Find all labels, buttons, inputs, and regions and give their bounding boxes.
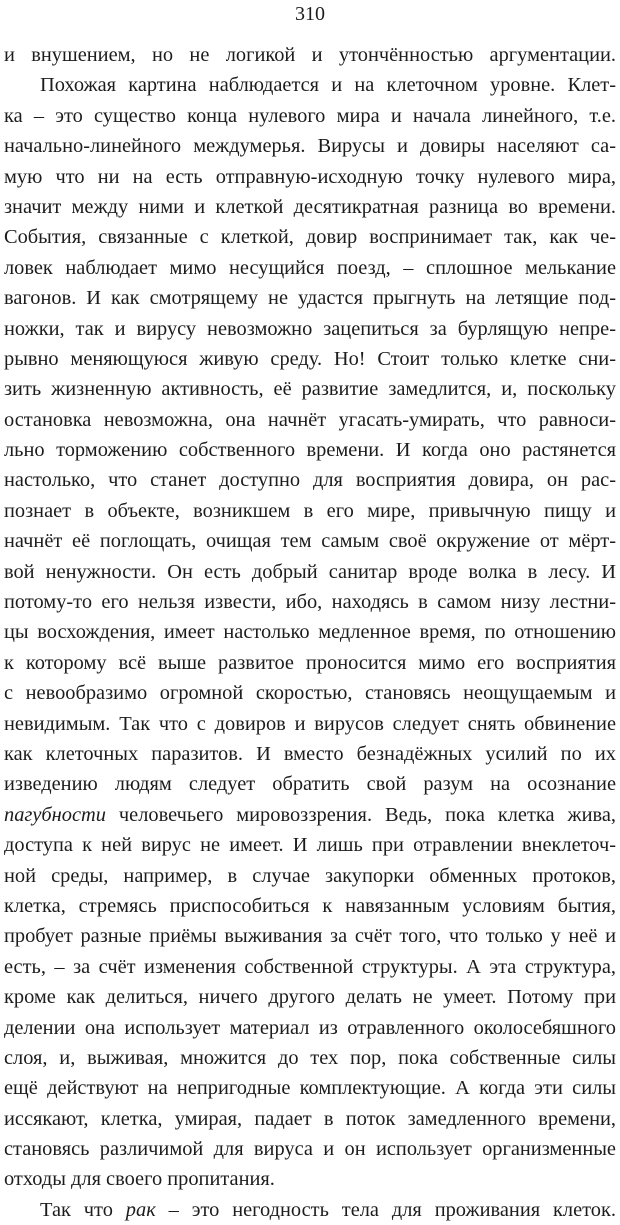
text-line: слоя, и, выживая, множится до тех пор, пока собственные силы — [4, 1046, 616, 1069]
text-line: ловек наблюдает мимо несущийся поезд, – сплошное мелькание — [4, 256, 616, 279]
text-line: пробует разные приёмы выживания за счёт того, что только у неё и — [4, 925, 616, 948]
text-line: начнёт её поглощать, очищая тем самым своё окружение от мёрт- — [4, 530, 616, 553]
emphasis-text: пагубности — [4, 803, 106, 826]
text-line: и внушением, но не логикой и утончённостью аргументации. — [4, 44, 616, 66]
text-run: Так что — [40, 1198, 126, 1221]
text-line: вагонов. И как смотрящему не удастся прыгнуть на летящие под- — [4, 287, 616, 310]
text-line: настолько, что станет доступно для восприятия довира, он рас- — [4, 469, 616, 492]
text-line: зить жизненную активность, её развитие замедлится, и, поскольку — [4, 378, 616, 401]
text-line: мую что ни на есть отправную-исходную точку нулевого мира, — [4, 165, 616, 188]
text-line: ещё действуют на непригодные комплектующие. А когда эти силы — [4, 1077, 616, 1100]
text-line: кроме как делиться, ничего другого делать не умеет. Потому при — [4, 986, 616, 1009]
body-text — [4, 40, 616, 1225]
text-line: вой ненужности. Он есть добрый санитар вроде волка в лесу. И — [4, 560, 616, 583]
text-line: становясь различимой для вируса и он использует организменные — [4, 1138, 616, 1161]
text-line: начально-линейного междумерья. Вирусы и довиры населяют са- — [4, 135, 616, 158]
text-line: цы восхождения, имеет настолько медленное время, по отношению — [4, 621, 616, 644]
text-line: остановка невозможна, она начнёт угасать-умирать, что равноси- — [4, 408, 616, 431]
text-run: – это негодность тела для проживания клеток. — [155, 1198, 616, 1221]
text-line: ка – это существо конца нулевого мира и начала линейного, т.е. — [4, 104, 616, 127]
text-line: потому-то его нельзя извести, ибо, находясь в самом низу лестни- — [4, 591, 616, 614]
page-number: 310 — [295, 3, 325, 25]
text-line: ной среды, например, в случае закупорки обменных протоков, — [4, 864, 616, 887]
text-line: ножки, так и вирусу невозможно зацепиться за бурлящую непре- — [4, 317, 616, 340]
text-line: как клеточных паразитов. И вместо безнадёжных усилий по их — [4, 742, 616, 765]
text-line: значит между ними и клеткой десятикратная разница во времени. — [4, 195, 616, 218]
text-line: делении она использует материал из отравленного околосебяшного — [4, 1016, 616, 1039]
text-line: События, связанные с клеткой, довир воспринимает так, как че- — [4, 226, 616, 249]
text-line: доступа к ней вирус не имеет. И лишь при отравлении внеклеточ- — [4, 834, 616, 857]
text-line: клетка, стремясь приспособиться к навязанным условиям бытия, — [4, 894, 616, 917]
emphasis-text: рак — [125, 1198, 156, 1221]
text-line: рывно меняющуюся живую среду. Но! Стоит только клетке сни- — [4, 347, 616, 370]
text-line: познает в объекте, возникшем в его мире, привычную пищу и — [4, 499, 616, 522]
text-line: Похожая картина наблюдается и на клеточном уровне. Клет- — [40, 74, 616, 97]
text-run: человечьего мировоззрения. Ведь, пока клетка жива, — [105, 803, 616, 826]
text-line: изведению людям следует обратить свой разум на осознание — [4, 773, 616, 796]
text-line: льно торможению собственного времени. И когда оно растянется — [4, 439, 616, 462]
text-line: есть, – за счёт изменения собственной структуры. А эта структура, — [4, 955, 616, 978]
text-line: иссякают, клетка, умирая, падает в поток замедленного времени, — [4, 1107, 616, 1130]
text-line: к которому всё выше развитое проносится мимо его восприятия — [4, 651, 616, 674]
text-line: отходы для своего пропитания. — [4, 1168, 275, 1191]
text-line: невидимым. Так что с довиров и вирусов следует снять обвинение — [4, 712, 616, 735]
text-line — [4, 800, 616, 830]
text-line: с невообразимо огромной скоростью, становясь неощущаемым и — [4, 682, 616, 705]
text-line — [4, 1195, 616, 1225]
